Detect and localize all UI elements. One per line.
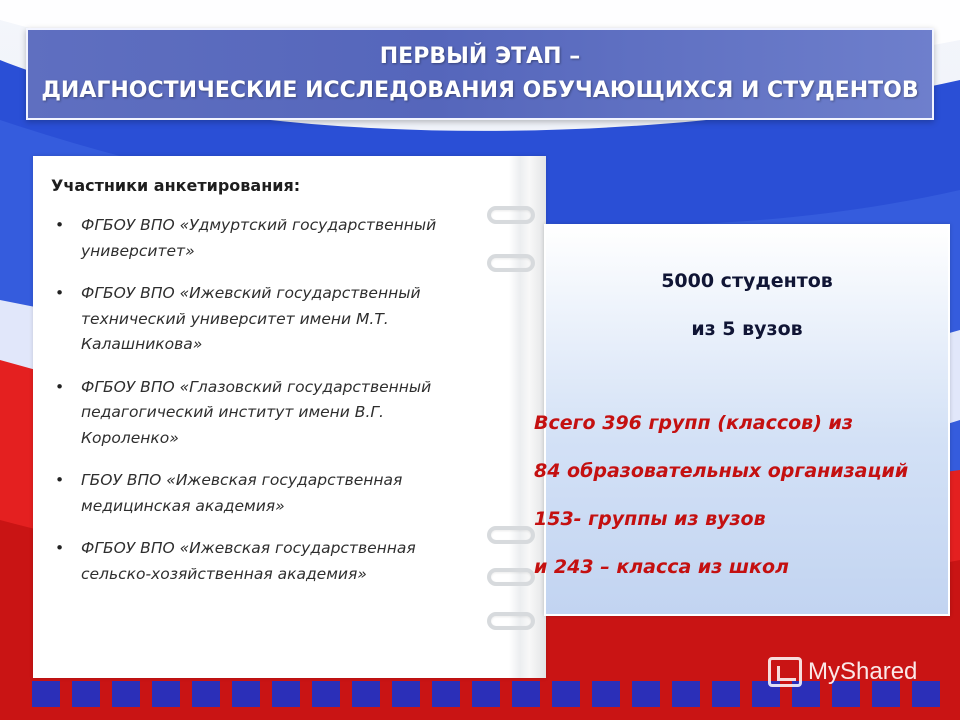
decor-square: [712, 681, 740, 707]
participants-heading: Участники анкетирования:: [51, 176, 301, 195]
students-count: 5000 студентов: [661, 270, 833, 292]
slide-title-line-2: ДИАГНОСТИЧЕСКИЕ ИССЛЕДОВАНИЯ ОБУЧАЮЩИХСЯ И СТУДЕНТОВ: [41, 78, 919, 103]
decor-square: [352, 681, 380, 707]
decor-square: [552, 681, 580, 707]
stat-line-organizations: 84 образовательных организаций: [534, 460, 909, 482]
stat-line-school-classes: и 243 – класса из школ: [534, 556, 789, 578]
decor-square: [512, 681, 540, 707]
notebook-ring: [487, 612, 535, 630]
slide-title-line-1: ПЕРВЫЙ ЭТАП –: [379, 44, 581, 69]
statistics-panel: [534, 224, 950, 616]
decor-square: [312, 681, 340, 707]
watermark-text: MyShared: [808, 658, 918, 685]
stat-line-groups-total: Всего 396 групп (классов) из: [534, 412, 853, 434]
participant-name: ГБОУ ВПО «Ижевская государственная медицинская академия»: [81, 471, 403, 515]
universities-count: из 5 вузов: [691, 318, 803, 340]
decor-square: [392, 681, 420, 707]
chart-icon: [768, 657, 802, 687]
slide-title-box: [26, 28, 934, 120]
decor-square: [72, 681, 100, 707]
decor-square: [632, 681, 660, 707]
decor-square: [152, 681, 180, 707]
notebook-ring: [487, 206, 535, 224]
stat-line-university-groups: 153- группы из вузов: [534, 508, 766, 530]
decor-square: [112, 681, 140, 707]
participants-list: [51, 176, 471, 604]
notebook-ring: [487, 526, 535, 544]
bullet-icon: •: [55, 284, 65, 302]
list-item: [51, 536, 471, 587]
decor-square: [232, 681, 260, 707]
bullet-icon: •: [55, 216, 65, 234]
list-item: [51, 281, 471, 358]
participant-name: ФГБОУ ВПО «Глазовский государственный педагогический институт имени В.Г. Короленко»: [81, 377, 432, 447]
list-item: [51, 375, 471, 452]
decor-square: [432, 681, 460, 707]
participant-name: ФГБОУ ВПО «Ижевская государственная сельско-хозяйственная академия»: [81, 539, 416, 583]
decor-square: [32, 681, 60, 707]
notebook-ring: [487, 568, 535, 586]
watermark: [768, 652, 917, 692]
decor-square: [472, 681, 500, 707]
notebook-ring: [487, 254, 535, 272]
decor-square: [272, 681, 300, 707]
bullet-icon: •: [55, 471, 65, 489]
list-item: [51, 213, 471, 264]
decor-square: [192, 681, 220, 707]
participant-name: ФГБОУ ВПО «Удмуртский государственный университет»: [81, 216, 437, 260]
list-item: [51, 468, 471, 519]
bullet-icon: •: [55, 539, 65, 557]
participants-notebook: [33, 156, 546, 678]
decor-square: [592, 681, 620, 707]
decor-square: [672, 681, 700, 707]
bullet-icon: •: [55, 377, 65, 396]
participant-name: ФГБОУ ВПО «Ижевский государственный технический университет имени М.Т. Калашникова»: [81, 284, 421, 353]
